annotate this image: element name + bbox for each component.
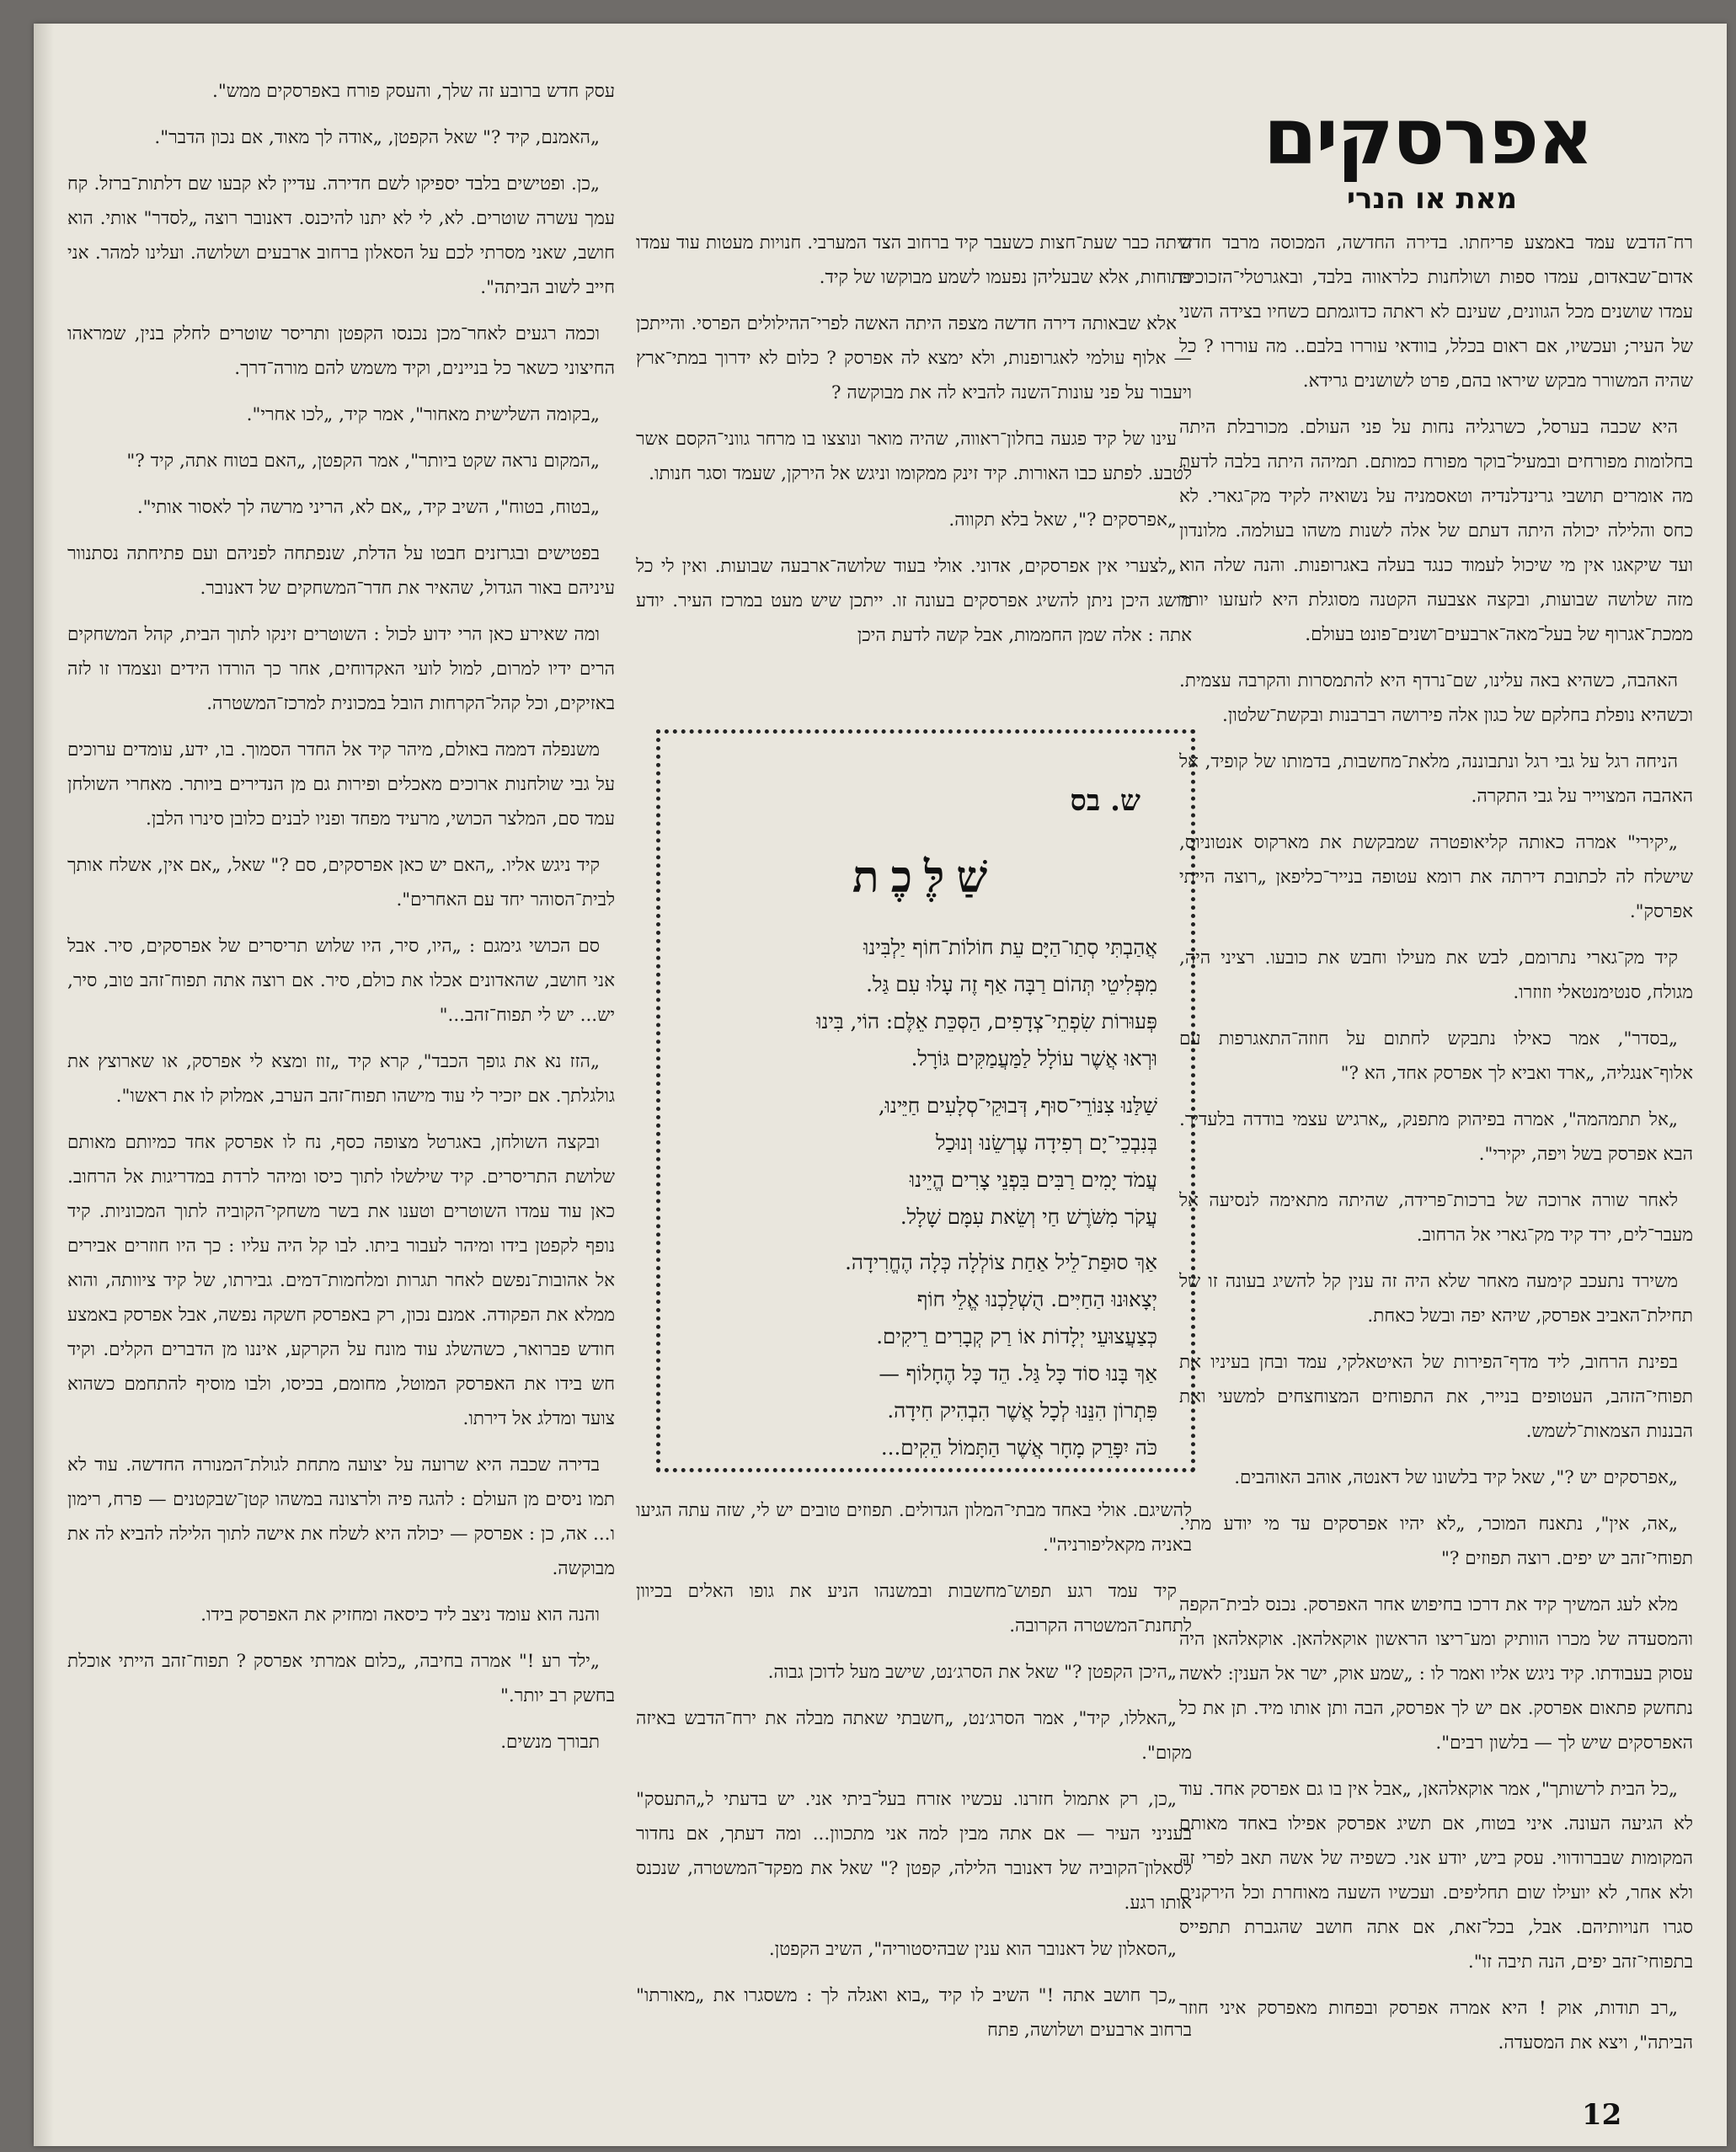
paragraph: „האללו, קיד", אמר הסרג׳נט, „חשבתי שאתה מבלה את ירח־הדבש באיזה מקום". — [636, 1708, 1192, 1764]
column-left — [67, 74, 615, 2121]
paragraph: רח־הדבש עמד באמצע פריחתו. בדירה החדשה, המכוסה מרבד חדש אדום־שבאדום, עמדו ספות ושולחנות כלראווה בלבד, ובאגרטלי־הזכוכית עמדו שושנים מכל הגוונים, שעינם לא ראתה כדוגמתם כשחיו בצידה השני של העיר; ועכשיו, אם ראום בכלל, בוודאי עוררו בלבם.. מה עוררו ? כל שהיה המשורר מבקש שיראו בהם, פרט לשושנים גרידא. — [1179, 232, 1693, 392]
poem-line: פִּתְרוֹן הִנֵּנוּ לְכָל אֲשֶׁר הִבְהִיק חִידָה. — [887, 1398, 1157, 1423]
paragraph: בפינת הרחוב, ליד מדף־הפירות של האיטאלקי, עמד ובחן בעיניו את תפוחי־הזהב, העטופים בנייר, את התפוחים המצוחצחים למשעי ואת הבננות הצמאות־לשמש. — [1179, 1352, 1693, 1442]
paragraph: סם הכושי גימגם : „היו, סיר, היו שלוש תריסרים של אפרסקים, סיר. אבל אני חושב, שהאדונים אכלו את כולם, סיר. אם רוצה אתה תפוח־זהב טוב, סיר, יש... יש לי תפוח־זהב..." — [67, 936, 615, 1026]
paragraph: „כל הבית לרשותך", אמר אוקאלהאן, „אבל אין בו גם אפרסק אחד. עוד לא הגיעה העונה. איני בטוח, אם תשיג אפרסק אפילו באחד מאותם המקומות שבברודווי. עסק ביש, יודע אני. כשפיה של אשה תאב לפרי זה ולא אחר, לא יועילו שום תחליפים. ועכשיו השעה מאוחרת וכל הירקנים סגרו חנויותיהם. אבל, בכל־זאת, אם אתה חושב שהגברת תתפייס בתפוחי־זהב יפים, הנה תיבה זו". — [1179, 1779, 1693, 1973]
column-middle-bottom — [636, 1493, 1192, 2125]
paragraph: הניחה רגל על גבי רגל ונתבוננה, מלאת־מחשבות, בדמותו של קופיד, אל האהבה המצוייר על גבי התקרה. — [1179, 751, 1693, 807]
paragraph: „לצערי אין אפרסקים, אדוני. אולי בעוד שלושה־ארבעה שבועות. ואין לי כל מושג היכן ניתן להשיג אפרסקים בעונה זו. ייתכן שיש מעט במרכז העיר. יודע אתה : אלה שמן החממות, אבל קשה לדעת היכן — [636, 556, 1192, 646]
paragraph: „אפרסקים יש ?", שאל קיד בלשונו של דאנטה, אוהב האוהבים. — [1234, 1467, 1678, 1488]
paragraph: אלא שבאותה דירה חדשה מצפה היתה האשה לפרי־ההילולים הפרסי. והייתכן — אלוף עולמי לאגרופנות, ולא ימצא לה אפרסק ? כלום לא ידרוך במתי־ארץ ויעבור על פני עונות־השנה להביא לה את מבוקשה ? — [636, 313, 1192, 403]
paragraph: „כן, רק אתמול חזרנו. עכשיו אזרח בעל־ביתי אני. יש בדעתי ל„התעסק" בעניני העיר — אם אתה מבין למה אני מתכוון... ומה דעתך, אם נחדור לסאלון־הקוביה של דאנובר הלילה, קפטן ?" שאל את מפקד־המשטרה, שנכנס אותו רגע. — [636, 1789, 1192, 1914]
paragraph: קיד עמד רגע תפוש־מחשבות ובמשנהו הניע את גופו האלים בכיוון לתחנת־המשטרה הקרובה. — [636, 1581, 1192, 1637]
poem-line: אַךְ בָּנוּ סוֹד כָּל גַּל. הֵד כָּל הֶחָלוֹף — — [879, 1361, 1157, 1386]
paragraph: בפטישים ובגרזנים חבטו על הדלת, שנפתחה לפניהם ועם פתיחתה נסתנוור עיניהם באור הגדול, שהאיר את חדר־המשחקים של דאנובר. — [67, 543, 615, 599]
column-right — [1179, 226, 1693, 2104]
article-byline: מאת או הנרי — [1347, 182, 1517, 216]
poem-box — [656, 729, 1195, 1472]
page-fold-shadow — [34, 24, 54, 2146]
paragraph: להשיגם. אולי באחד מבתי־המלון הגדולים. תפוזים טובים יש לי, שזה עתה הגיעו באניה מקאליפורניה". — [636, 1500, 1192, 1556]
paragraph: „הזז נא את גופך הכבד", קרא קיד „זוז ומצא לי אפרסק, או שארוצץ את גולגלתך. אם יזכיר לי עוד מישהו תפוח־זהב הערב, אמלוק לו את ראשו". — [67, 1051, 615, 1107]
poem-stanza-1 — [694, 929, 1157, 1077]
poem-line: כֹּה יִפָּרֵק מָחָר אֲשֶׁר הַתָּמוֹל הֵקִים... — [880, 1435, 1157, 1460]
paragraph: „יקירי" אמרה כאותה קליאופטרה שמבקשת את מארקוס אנטוניוס, שישלח לה לכתובת דירתה את רומא עטופה בנייר־כליפאן „רוצה הייתי אפרסק". — [1179, 832, 1693, 922]
paragraph: „בקומה השלישית מאחור", אמר קיד, „לכו אחרי". — [246, 404, 600, 425]
paragraph: „אל תתמהמה", אמרה בפיהוק מתפנק, „ארגיש עצמי בודדה בלעדיך. הבא אפרסק בשל ויפה, יקירי". — [1179, 1109, 1693, 1165]
poem-stanza-2 — [694, 1087, 1157, 1236]
column-middle-top — [636, 226, 1192, 718]
poem-line: עֲמֹד יָמִים רַבִּים בִּפְנֵי צָרִים הֱיֵינוּ — [909, 1167, 1157, 1192]
poem-line: מִפְּלִיטֵי תְּהוֹם רַבָּה אַף זֶה עָלוּ עִם גַּל. — [866, 972, 1157, 996]
paragraph: עינו של קיד פגעה בחלון־ראווה, שהיה מואר ונוצצו בו מרחר גווני־הקסם אשר לטבע. לפתע כבו האורות. קיד זינק ממקומו וניגש אל הירקן, שעמד וסגר חנותו. — [636, 429, 1192, 484]
page-number: 12 — [1582, 2098, 1622, 2132]
paragraph: קיד ניגש אליו. „האם יש כאן אפרסקים, סם ?" שאל, „אם אין, אשלח אותך לבית־הסוהר יחד עם האחרים". — [67, 855, 615, 910]
paragraph: „היכן הקפטן ?" שאל את הסרג׳נט, שישב מעל לדוכן גבוה. — [767, 1662, 1177, 1683]
paragraph: „רב תודות, אוק ! היא אמרה אפרסק ובפחות מאפרסק איני חוזר הביתה", ויצא את המסעדה. — [1179, 1998, 1693, 2053]
paragraph: בדירה שכבה היא שרועה על יצועה מתחת לגולת־המנורה החדשה. עוד לא תמו ניסים מן העולם : להגה פיה ולרצונה במשהו קטן־שבקטנים — פרח, רימון ו... אה, כן : אפרסק — יכולה היא לשלח את אישה לתוך הלילה להביא לה את מבוקשה. — [67, 1455, 615, 1579]
poem-title: שַׁלֶּכֶת — [852, 852, 1000, 903]
poem-stanza-3 — [694, 1244, 1157, 1466]
paragraph: „כך חושב אתה !" השיב לו קיד „בוא ואגלה לך : משסגרו את „מאורתו" ברחוב ארבעים ושלושה, פתח — [636, 1985, 1192, 2041]
paragraph: „הסאלון של דאנובר הוא ענין שבהיסטוריה", השיב הקפטן. — [768, 1939, 1177, 1960]
paragraph: עסק חדש ברובע זה שלך, והעסק פורח באפרסקים ממש". — [212, 81, 615, 102]
paragraph: „בסדר", אמר כאילו נתבקש לחתום על חוזה־התאגרפות עם אלוף־אנגליה, „ארד ואביא לך אפרסק אחד, הא ?" — [1179, 1028, 1693, 1084]
paragraph: קיד מק־גארי נתרומם, לבש את מעילו וחבש את כובעו. רציני היה, מגולח, סנטימנטאלי וזוזרו. — [1179, 948, 1693, 1003]
paragraph: תבורך מנשים. — [500, 1732, 600, 1753]
paragraph: „האמנם, קיד ?" שאל הקפטן, „אודה לך מאוד, אם נכון הדבר". — [154, 127, 600, 148]
paragraph: „המקום נראה שקט ביותר", אמר הקפטן, „האם בטוח אתה, קיד ?" — [126, 451, 600, 472]
paragraph: ובקצה השולחן, באגרטל מצופה כסף, נח לו אפרסק אחד כמיותם מאותם שלושת התריסרים. קיד שילשלו לתוך כיסו ומיהר לרדת במדריגות אל הרחוב. כאן עוד עמדו השוטרים וטענו את בשר משחקי־הקוביה לתוך המכוניות. קיד נופף לקפטן בידו ומיהר לעבור ביתו. לבו קל היה עליו : כך היו חוזרים אבירים אל אהובות־נפשם לאחר תגרות ומלחמות־דמים. גבירתו, של קיד ציוותה, והוא ממלא את הפקודה. אמנם נכון, רק באפרסק חשקה נפשה, אבל אפרסק באמצע חודש פברואר, כשהשלג עוד מונח על הקרקע, איננו מן הדברים הקלים. וקיד חש בידו את האפרסק המוטל, מחומם, בכיסו, ולבו מוסיף להתחמם כשהוא צועד ומדלג אל דירתו. — [67, 1132, 615, 1429]
paragraph: „אה, אין", נתאנח המוכר, „לא יהיו אפרסקים עד מי יודע מתי. תפוחי־זהב יש יפים. רוצה תפוזים ?" — [1179, 1514, 1693, 1569]
paragraph: „ילד רע !" אמרה בחיבה, „כלום אמרתי אפרסק ? תפוח־זהב הייתי אוכלת בחשק רב יותר." — [67, 1651, 615, 1706]
paragraph: וכמה רגעים לאחר־מכן נכנסו הקפטן ותריסר שוטרים לחלק בנין, שמראהו החיצוני כשאר כל בניינים, וקיד משמש להם מורה־דרך. — [67, 323, 615, 379]
paragraph: „בטוח, בטוח", השיב קיד, „אם לא, הריני מרשה לך לאסור אותי". — [136, 497, 600, 518]
paragraph: היתה כבר שעת־חצות כשעבר קיד ברחוב הצד המערבי. חנויות מעטות עוד עמדו פתוחות, אלא שבעליהן נפעמו לשמע מבוקשו של קיד. — [636, 232, 1192, 288]
paragraph: „כן. ופטישים בלבד יספיקו לשם חדירה. עדיין לא קבעו שם דלתות־ברזל. קח עמך עשרה שוטרים. לא, לי לא יתנו להיכנס. דאנובר רוצה „לסדר" אותי. הוא חושב, שאני מסרתי לכם על הסאלון ברחוב ארבעים ושלושה. ועלינו למהר. אני חייב לשוב הביתה". — [67, 174, 615, 298]
paragraph: משנפלה דממה באולם, מיהר קיד אל החדר הסמוך. בו, ידע, עומדים ערוכים על גבי שולחנות ארוכים מאכלים ופירות גם מן הנדירים ביותר. מאחרי השולחן עמד סם, המלצר הכושי, מרעיד מפחד ופניו לבנים כלובן סינרו הלבן. — [67, 740, 615, 830]
poem-author: ש. בס — [1070, 784, 1140, 818]
paragraph: „אפרסקים ?", שאל בלא תקווה. — [948, 510, 1177, 531]
paragraph: היא שכבה בערסל, כשרגליה נחות על פני העולם. מכורבלת היתה בחלומות מפורחים ובמעיל־בוקר מפורח כמותם. תמיהה היתה בלבה לדעת מה אומרים תושבי גרינדלנדיה וטאסמניה על נשואיה לקיד מק־גארי. לא כחס והלילה יכולה היתה דעתם של אלה לשנות משהו בעולמה. מלונדון ועד שיקאגו אין מי שיכול לעמוד כנגד בעלה באגרופנות. והנה שלה הוא מזה שלושה שבועות, ובקצה אצבעה הקטנה מסוגלת היא לזעזעו יותר ממכת־אגרוף של בעל־מאה־ארבעים־ושנים־פונט בעולם. — [1179, 417, 1693, 645]
paragraph: והנה הוא עומד ניצב ליד כיסאה ומחזיק את האפרסק בידו. — [200, 1605, 600, 1626]
poem-line: פְּעוּרוֹת שִׂפְתֵי־צְדָפִים, הַסְּכֵּת אֵלֶּם: הוֹי, בִּינוּ — [816, 1009, 1157, 1033]
paragraph: לאחר שורה ארוכה של ברכות־פרידה, שהיתה מתאימה לנסיעה אל מעבר־לים, ירד קיד מק־גארי אל הרחוב. — [1179, 1190, 1693, 1246]
poem-line: שַׁלַּנוּ צִנּוֹרֵי־סוּף, דְּבוּקֵי־סְלָעִים חַיֵּינוּ, — [878, 1093, 1157, 1118]
poem-line: בְּנִבְכֵי־יָם רְפִידָה עֶרְשֵׂנוּ וְנוּכַל — [935, 1130, 1157, 1155]
paragraph: משירד נתעכב קימעה מאחר שלא היה זה ענין קל להשיג בעונה זו של תחילת־האביב אפרסק, שיהא יפה ובשל כאחת. — [1179, 1271, 1693, 1327]
poem-line: אֲהַבְתִּי סְתַו־הַיָּם עֵת חוֹלוֹת־חוֹף יַלְבִּינוּ — [863, 935, 1157, 959]
poem-line: יְצָאוּנוּ הַחַיִּים. הֻשְׁלַכְנוּ אֱלֵי חוֹף — [916, 1287, 1157, 1311]
paragraph: ומה שאירע כאן הרי ידוע לכול : השוטרים זינקו לתוך הבית, קהל המשחקים הרים ידיו למרום, למול לועי האקדוחים, אחר כך הורדו הידים ונצמדו זו לזה באזיקים, וכל קהל־הקרחות הובל במכונית למרכז־המשטרה. — [67, 624, 615, 714]
poem-line: כְּצַעֲצוּעֵי יְלָדוֹת אוֹ רַק קְבָרִים רֵיקִים. — [876, 1324, 1157, 1348]
paragraph: האהבה, כשהיא באה עלינו, שם־נרדף היא להתמסרות והקרבה עצמית. וכשהיא נופלת בחלקם של כגון אלה פירושה רברבנות ובקשת־שלטון. — [1179, 670, 1693, 726]
magazine-page — [34, 24, 1727, 2146]
poem-line: וּרְאוּ אֲשֶׁר עוֹלָל לַמַּעֲמַקִּים גּוֹרָל. — [911, 1046, 1157, 1071]
article-title: אפרסקים — [1263, 92, 1593, 182]
poem-line: אַךְ סוּפַת־לֵיל אַחַת צוֹלְלָה כְּלָה הֶחֱרִידָה. — [845, 1250, 1157, 1274]
poem-line: עֲקֹר מִשֹּׁרֶשׁ חַי וְשֵׂאת עִמָּם שָׁלָל. — [900, 1204, 1157, 1229]
paragraph: מלא לעג המשיך קיד את דרכו בחיפוש אחר האפרסק. נכנס לבית־הקפה והמסעדה של מכרו הוותיק ומע־ריצו הראשון אוקאלהאן. אוקאלהאן היה עסוק בעבודתו. קיד ניגש אליו ואמר לו : „שמע אוק, ישר אל הענין: לאשה נתחשק פתאום אפרסק. אם יש לך אפרסק, הבה ותן אותו מיד. תן את כל האפרסקים שיש לך — בלשון רבים". — [1179, 1594, 1693, 1754]
